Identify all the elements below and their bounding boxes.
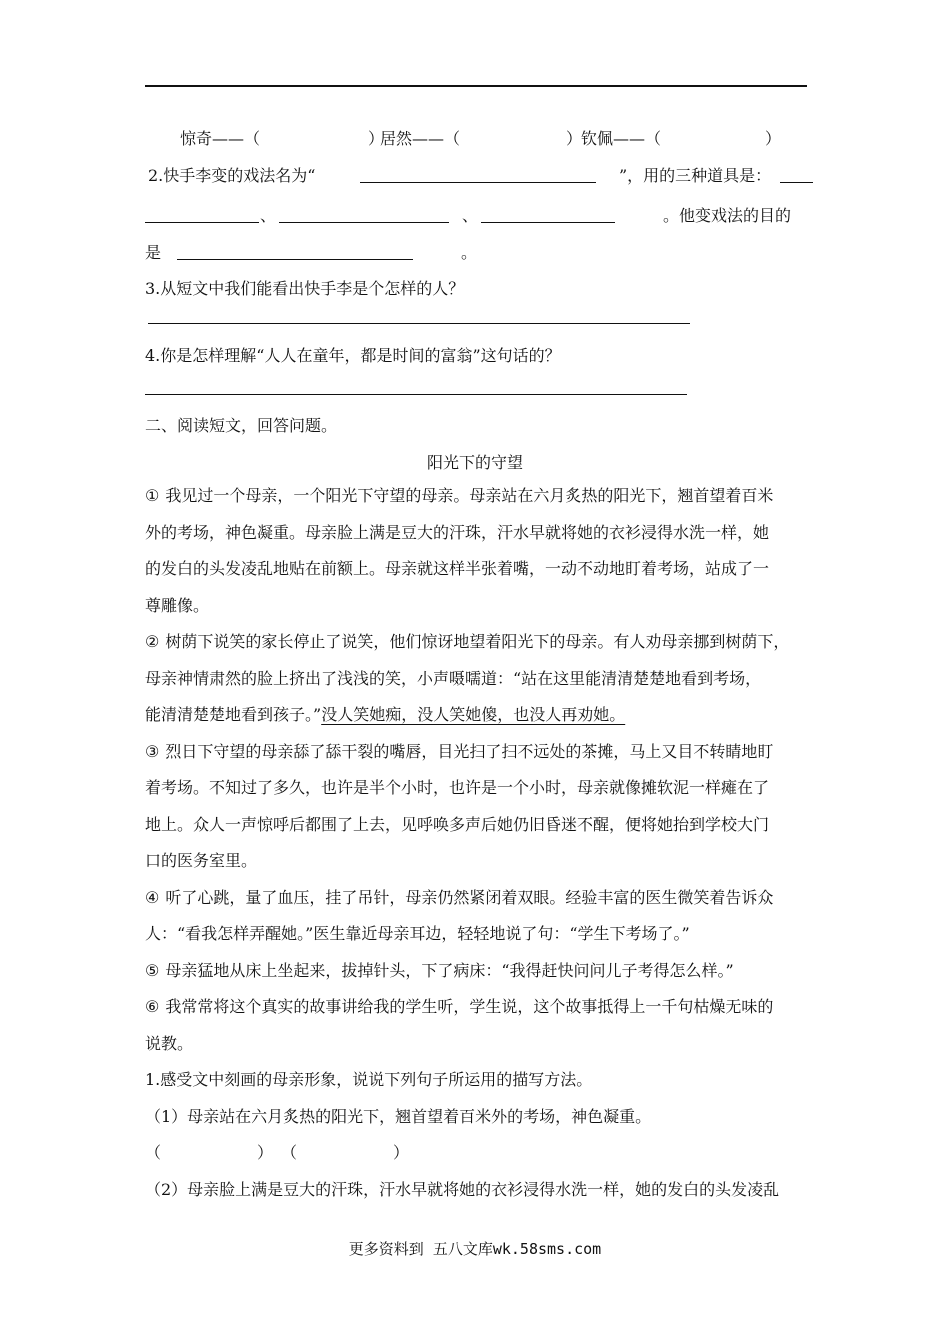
footer-source: 更多资料到 五八文库wk.58sms.com [348, 1240, 602, 1258]
s2-q1-item-2: （2）母亲脸上满是豆大的汗珠，汗水早就将她的衣衫浸得水洗一样，她的发白的头发凌乱 [145, 1179, 780, 1199]
article-body [145, 478, 810, 1208]
paragraph-2-line-1: ② 树荫下说笑的家长停止了说笑，他们惊讶地望着阳光下的母亲。有人劝母亲挪到树荫下， [145, 632, 790, 651]
paragraph-3-line-2: 着考场。不知过了多久，也许是半个小时，也许是一个小时，母亲就像摊软泥一样瘫在了 [145, 778, 770, 797]
vocab-item-1: 惊奇——（ [180, 129, 261, 148]
article-title: 阳光下的守望 [426, 453, 523, 472]
paragraph-1-line-1: ① 我见过一个母亲，一个阳光下守望的母亲。母亲站在六月炙热的阳光下，翘首望着百米 [145, 486, 774, 505]
q2-text-start: 2.快手李变的戏法名为“ [148, 166, 316, 185]
s2-q1-answer-brackets[interactable]: （ ） （ ） [145, 1143, 410, 1162]
paragraph-3-line-4: 口的医务室里。 [145, 851, 258, 870]
q2-period: 。 [461, 243, 478, 262]
q2-text-mid: ”，用的三种道具是： [619, 166, 772, 185]
q2-separator-2: 、 [462, 206, 479, 225]
paragraph-6-line-1: ⑥ 我常常将这个真实的故事讲给我的学生听，学生说，这个故事抵得上一千句枯燥无味的 [145, 997, 774, 1016]
q4-answer-line[interactable] [145, 378, 687, 395]
q2-prop-blank-start[interactable] [780, 166, 813, 183]
paragraph-3-line-3: 地上。众人一声惊呼后都围了上去，见呼唤多声后她仍旧昏迷不醒，便将她抬到学校大门 [145, 814, 770, 834]
q2-prop-3-blank[interactable] [481, 206, 615, 223]
vocab-item-2: 居然——（ [380, 129, 461, 148]
paragraph-1-line-2: 外的考场，神色凝重。母亲脸上满是豆大的汗珠，汗水早就将她的衣衫浸得水洗一样，她 [145, 522, 770, 542]
q2-separator-1: 、 [260, 206, 277, 225]
underlined-sentence: 没人笑她痴，没人笑她傻，也没人再劝她。 [321, 705, 626, 724]
q2-purpose-blank[interactable] [177, 243, 413, 260]
s2-q1-prompt: 1.感受文中刻画的母亲形象，说说下列句子所运用的描写方法。 [145, 1070, 593, 1089]
paragraph-4-line-1: ④ 听了心跳，量了血压，挂了吊针，母亲仍然紧闭着双眼。经验丰富的医生微笑着告诉众 [145, 887, 774, 907]
vocab-close-1: ） [368, 129, 385, 148]
paragraph-1-line-3: 的发白的头发凌乱地贴在前额上。母亲就这样半张着嘴，一动不动地盯着考场，站成了一 [145, 559, 770, 578]
vocab-item-3: 钦佩——（ [581, 129, 662, 148]
paragraph-6-line-2: 说教。 [145, 1033, 194, 1053]
q3-answer-line[interactable] [148, 307, 690, 324]
paragraph-4-line-2: 人：“看我怎样弄醒她。”医生靠近母亲耳边，轻轻地说了句：“学生下考场了。” [145, 924, 690, 943]
q3-question: 3.从短文中我们能看出快手李是个怎样的人？ [145, 279, 465, 298]
paragraph-1-line-4: 尊雕像。 [145, 595, 210, 615]
vocab-close-3: ） [765, 129, 782, 148]
paragraph-3-line-1: ③ 烈日下守望的母亲舔了舔干裂的嘴唇，目光扫了扫不远处的茶摊，马上又目不转睛地盯 [145, 741, 774, 761]
q2-trick-name-blank[interactable] [360, 166, 596, 183]
paragraph-5-line-1: ⑤ 母亲猛地从床上坐起来，拔掉针头，下了病床：“我得赶快问问儿子考得怎么样。” [145, 960, 734, 980]
q2-prop-1-blank[interactable] [145, 206, 259, 223]
s2-q1-item-1: （1）母亲站在六月炙热的阳光下，翘首望着百米外的考场，神色凝重。 [145, 1106, 652, 1126]
q2-purpose-prompt: 。他变戏法的目的 [663, 206, 792, 225]
paragraph-2-line-2: 母亲神情肃然的脸上挤出了浅浅的笑，小声嗫嚅道：“站在这里能清清楚楚地看到考场， [145, 668, 762, 688]
paragraph-2-line-3: 能清清楚楚地看到孩子。”没人笑她痴，没人笑她傻，也没人再劝她。 [145, 705, 626, 724]
q4-question: 4.你是怎样理解“人人在童年，都是时间的富翁”这句话的？ [145, 346, 561, 365]
q2-purpose-label: 是 [145, 243, 162, 262]
q2-prop-2-blank[interactable] [279, 206, 449, 223]
vocab-close-2: ） [566, 129, 583, 148]
top-divider-line [145, 85, 807, 87]
section-2-heading: 二、阅读短文，回答问题。 [145, 416, 338, 435]
